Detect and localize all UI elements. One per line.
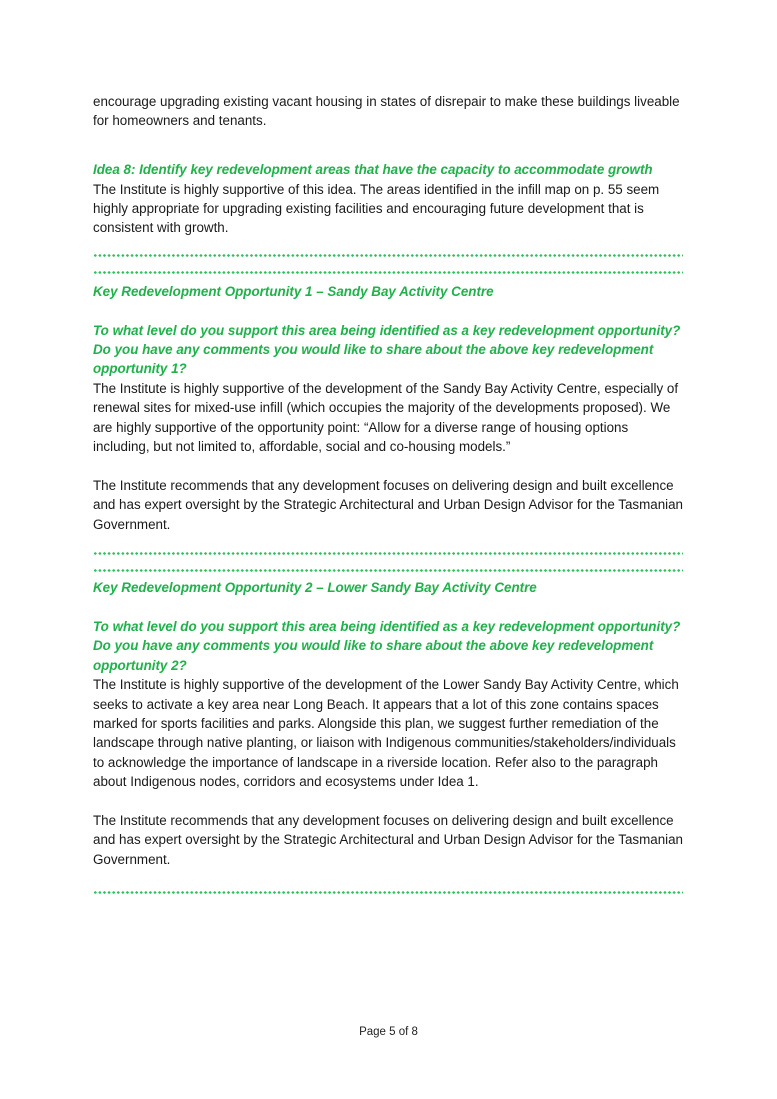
page-number: Page 5 of 8 [359,1026,418,1038]
paragraph: encourage upgrading existing vacant housing in states of disrepair to make these buildings liveable for homeowners and tenants. [93,94,680,129]
kro2-body-2: The Institute recommends that any development focuses on delivering design and built excellence and has expert oversight by the Strategic Architectural and Urban Design Advisor for the Tasmanian Government. [93,812,684,867]
kro1-body-1: The Institute is highly supportive of the development of the Sandy Bay Activity Centre, especially of renewal sites for mixed-use infill (which occupies the majority of the developments proposed). We are highly supportive of the opportunity point: “Allow for a diverse range of housing options including, but not limited to, affordable, social and co-housing models.” [93,380,679,455]
dotted-divider [93,548,683,572]
dotted-divider [93,887,683,899]
kro2-heading: Key Redevelopment Opportunity 2 – Lower Sandy Bay Activity Centre [93,580,537,596]
kro1-question: To what level do you support this area being identified as a key redevelopment opportunity? Do you have any comments you would like to share about the above key redevelopment opportunity 1? [93,322,681,377]
kro1-body-2: The Institute recommends that any development focuses on delivering design and built excellence and has expert oversight by the Strategic Architectural and Urban Design Advisor for the Tasmanian Government. [93,477,684,532]
kro2-question: To what level do you support this area being identified as a key redevelopment opportunity? Do you have any comments you would like to share about the above key redevelopment opportunity 2? [93,618,681,673]
idea8-body: The Institute is highly supportive of this idea. The areas identified in the infill map on p. 55 seem highly appropriate for upgrading existing facilities and encouraging future development that is consistent with growth. [93,181,660,236]
dotted-divider [93,250,683,274]
kro1-heading: Key Redevelopment Opportunity 1 – Sandy Bay Activity Centre [93,283,494,299]
idea8-heading: Idea 8: Identify key redevelopment areas that have the capacity to accommodate growth [93,162,653,178]
page-content [93,92,685,899]
kro2-body-1: The Institute is highly supportive of the development of the Lower Sandy Bay Activity Centre, which seeks to activate a key area near Long Beach. It appears that a lot of this zone contains spaces marked for sports facilities and parks. Alongside this plan, we suggest further remediation of the landscape through native planting, or liaison with Indigenous communities/stakeholders/individuals to acknowledge the importance of landscape in a riverside location. Refer also to the paragraph about Indigenous nodes, corridors and ecosystems under Idea 1. [93,677,679,790]
